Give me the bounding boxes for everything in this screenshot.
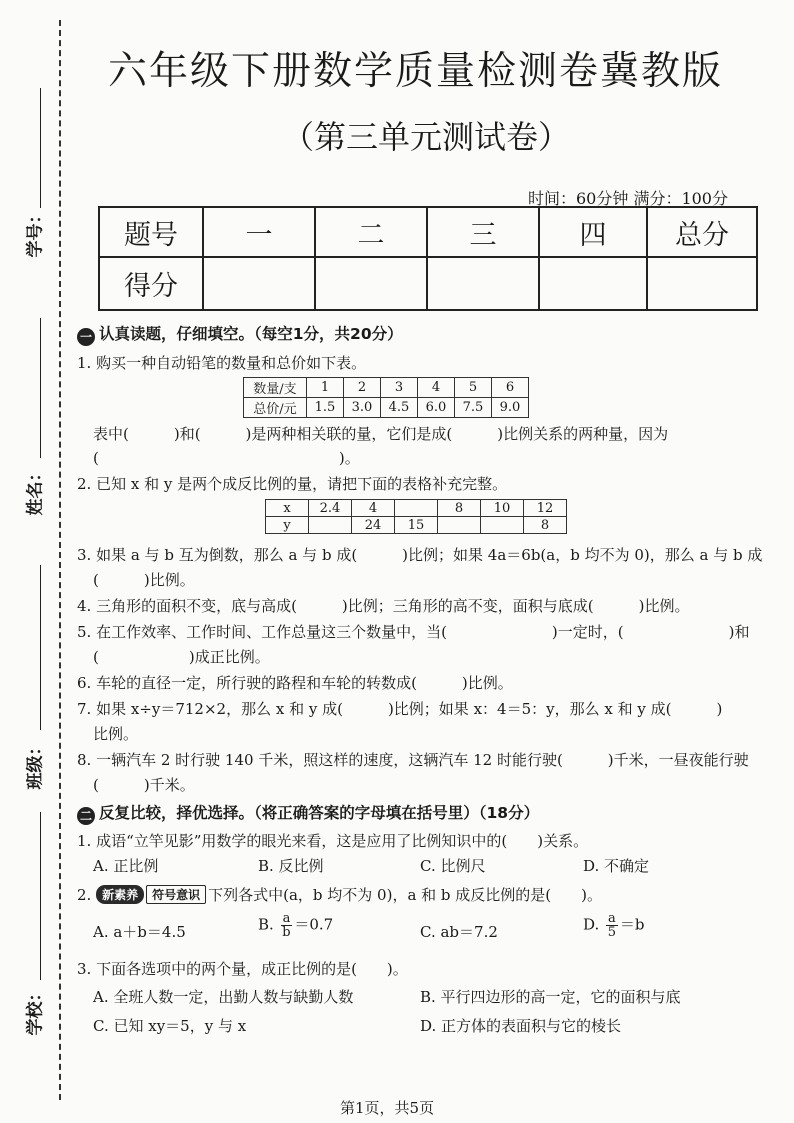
question-number: 2. [77,886,92,904]
table-cell: 5 [455,378,492,398]
table-cell: 2.4 [309,500,352,517]
score-header-cell: 总分 [647,207,757,257]
fraction [281,912,293,939]
table-cell: 24 [352,517,395,534]
inverse-proportion-table [265,499,567,534]
table-cell: x [266,500,309,517]
xingming-label: 姓名： [25,464,46,516]
question-1-8: 8. 一辆汽车 2 时行驶 140 千米，照这样的速度，这辆汽车 12 时能行驶( )千米，一昼夜能行驶 [77,751,749,769]
table-cell: 1.5 [307,398,344,418]
xuehao-label: 学号： [25,206,46,258]
option-d[interactable]: D. 正方体的表面积与它的棱长 [420,1017,622,1035]
option-text: ＝b [619,915,645,934]
page-footer: 第1页，共5页 [340,1099,435,1117]
question-1-7: 7. 如果 x÷y＝712×2，那么 x 和 y 成( )比例；如果 x：4＝5：y，那么 x 和 y 成( ) [77,700,723,718]
section-title: 认真读题，仔细填空。（每空1分，共20分） [99,325,403,343]
section-number-badge: 二 [77,807,95,825]
table-cell: 12 [524,500,567,517]
option-text: ＝0.7 [294,915,334,934]
table-cell: 6 [492,378,529,398]
table-cell: 3 [381,378,418,398]
xuexiao-line [40,812,41,980]
option-c[interactable]: C. 比例尺 [420,857,486,875]
table-cell: 4.5 [381,398,418,418]
score-header-cell: 三 [427,207,539,257]
option-letter: B. [258,915,274,934]
numerator: a [282,911,291,926]
question-1-5: 5. 在工作效率、工作时间、工作总量这三个数量中，当( )一定时，( )和 [77,623,750,641]
page-subtitle: （第三单元测试卷） [282,118,571,156]
xingming-line [40,318,41,458]
fraction [606,912,618,939]
score-cell[interactable] [315,257,427,310]
table-cell: 8 [524,517,567,534]
table-cell[interactable] [481,517,524,534]
table-cell[interactable] [309,517,352,534]
table-cell[interactable] [438,517,481,534]
section-title: 反复比较，择优选择。（将正确答案的字母填在括号里）（18分） [99,804,540,822]
question-1-1-text-cont: ( )。 [93,449,360,467]
option-c[interactable]: C. ab＝7.2 [420,923,498,941]
option-a[interactable]: A. 正比例 [93,857,159,875]
table-cell: 总价/元 [244,398,307,418]
xuehao-line [40,88,41,208]
score-cell[interactable] [203,257,315,310]
exam-meta: 时间：60分钟 满分：100分 [528,189,728,208]
question-2-3: 3. 下面各选项中的两个量，成正比例的是( )。 [77,960,408,978]
table-cell: 6.0 [418,398,455,418]
denominator: b [282,925,291,940]
table-cell: 10 [481,500,524,517]
xuexiao-label: 学校： [25,984,46,1036]
option-b[interactable]: B. 平行四边形的高一定，它的面积与底 [420,988,681,1006]
question-1-4: 4. 三角形的面积不变，底与高成( )比例；三角形的高不变，面积与底成( )比例。 [77,597,690,615]
option-d[interactable]: D. 不确定 [583,857,650,875]
question-1-3-cont: ( )比例。 [93,571,195,589]
question-2-1: 1. 成语“立竿见影”用数学的眼光来看，这是应用了比例知识中的( )关系。 [77,832,589,850]
table-cell: 2 [344,378,381,398]
score-cell[interactable] [647,257,757,310]
table-cell: 8 [438,500,481,517]
question-1-6: 6. 车轮的直径一定，所行驶的路程和车轮的转数成( )比例。 [77,674,513,692]
new-literacy-tag: 新素养 [96,885,144,904]
question-1-1-text: 表中( )和( )是两种相关联的量，它们是成( )比例关系的两种量，因为 [93,425,669,443]
symbol-awareness-tag: 符号意识 [146,885,206,904]
option-d[interactable] [583,912,644,939]
section-2-heading [77,801,539,825]
score-header-cell: 题号 [99,207,203,257]
question-1-2: 2. 已知 x 和 y 是两个成反比例的量，请把下面的表格补充完整。 [77,475,508,493]
pencil-price-table [243,377,529,418]
table-cell [395,500,438,517]
score-cell[interactable] [539,257,647,310]
question-1-8-cont: ( )千米。 [93,776,195,794]
banji-line [40,565,41,730]
option-b[interactable]: B. 反比例 [258,857,324,875]
table-cell: 4 [418,378,455,398]
score-table [98,206,758,311]
section-number-badge: 一 [77,328,95,346]
score-header-cell: 二 [315,207,427,257]
option-a[interactable]: A. a＋b＝4.5 [93,923,186,941]
banji-label: 班级： [25,738,46,790]
score-row-label: 得分 [99,257,203,310]
question-1-7-cont: 比例。 [93,725,139,743]
table-cell: 3.0 [344,398,381,418]
question-2-2 [77,884,602,905]
option-a[interactable]: A. 全班人数一定，出勤人数与缺勤人数 [93,988,354,1006]
question-1-3: 3. 如果 a 与 b 互为倒数，那么 a 与 b 成( )比例；如果 4a＝6b(a，b 均不为 0)，那么 a 与 b 成 [77,546,763,564]
table-cell: 1 [307,378,344,398]
table-cell: y [266,517,309,534]
binding-dashed-line [59,20,61,1100]
option-letter: D. [583,915,600,934]
question-1-5-cont: ( )成正比例。 [93,648,270,666]
table-cell: 15 [395,517,438,534]
option-b[interactable] [258,912,333,939]
table-cell: 9.0 [492,398,529,418]
question-1-1: 1. 购买一种自动铅笔的数量和总价如下表。 [77,354,367,372]
table-cell: 数量/支 [244,378,307,398]
score-header-cell: 四 [539,207,647,257]
numerator: a [608,911,616,926]
table-cell: 4 [352,500,395,517]
denominator: 5 [607,925,617,940]
section-1-heading [77,322,403,346]
option-c[interactable]: C. 已知 xy＝5，y 与 x [93,1017,247,1035]
page-title: 六年级下册数学质量检测卷冀教版 [108,49,724,94]
question-text: 下列各式中(a，b 均不为 0)，a 和 b 成反比例的是( )。 [208,886,603,904]
score-cell[interactable] [427,257,539,310]
table-cell: 7.5 [455,398,492,418]
score-header-cell: 一 [203,207,315,257]
